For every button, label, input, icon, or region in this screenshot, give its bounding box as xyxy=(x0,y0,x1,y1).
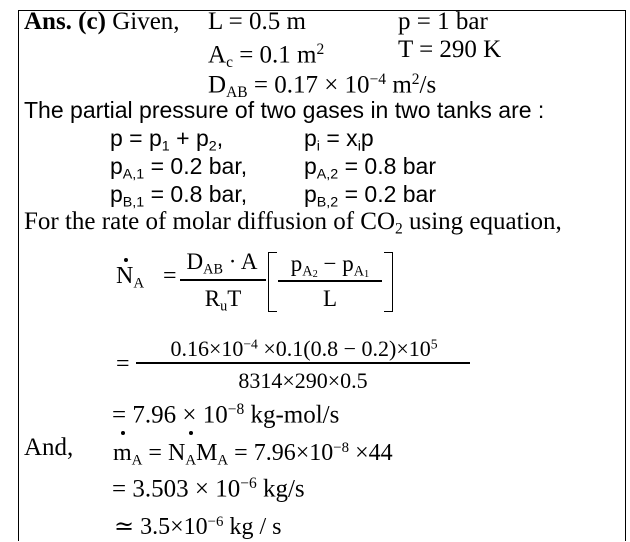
pressure-b1: $p_{B,1} = 0.8$ bar, xyxy=(110,181,248,211)
substitution-fraction-bar xyxy=(136,362,470,364)
pressure-a2: $p_{A,2} = 0.8$ bar xyxy=(304,153,437,183)
equation-fraction-denominator: $R_uT$ xyxy=(204,286,242,315)
equation-fraction-bar xyxy=(180,279,266,281)
answer-line-given-1 xyxy=(24,8,180,36)
inner-fraction-numerator: $p_{A2} - p_{A1}$ xyxy=(290,251,370,281)
given-temperature: T = 290 K xyxy=(398,36,502,63)
rate-intro: For the rate of molar diffusion of $CO_2$ using equation, xyxy=(24,208,562,238)
equation-equals: = xyxy=(163,263,177,289)
given-word: Given, xyxy=(112,8,180,35)
relation-mole-fraction: $p_i = x_ip$ xyxy=(304,125,374,155)
mass-flow-result: = $3.503 \times 10^{-6}$ kg/s xyxy=(112,475,305,503)
and-word: And, xyxy=(24,434,74,461)
answer-label: Ans. (c) xyxy=(24,8,106,35)
relation-sum: $p = p_1 + p_2$, xyxy=(110,125,224,155)
partial-pressure-intro: The partial pressure of two gases in two tanks are : xyxy=(24,97,545,123)
approx-symbol: ≃ xyxy=(114,514,135,541)
inner-fraction-denominator: L xyxy=(322,286,338,311)
approx-result: ≃ $3.5\times 10^{-6}$ kg / s xyxy=(114,514,282,541)
substitution-numerator: $0.16\times 10^{-4} \times 0.1(0.8 - 0.2)\times 10^5$ xyxy=(170,335,438,361)
given-pressure: p = 1 bar xyxy=(398,8,488,35)
pressure-b2: $p_{B,2} = 0.2$ bar xyxy=(304,181,437,211)
equation-lhs: $N_A$ xyxy=(116,263,145,292)
given-area: $A_c = 0.1$ $m^2$ xyxy=(208,41,325,72)
given-diffusivity: $D_{AB} = 0.17 \times 10^{-4}$ $m^2/s$ xyxy=(208,71,437,102)
molar-flux-result: = $7.96 \times 10^{-8}$ kg-mol/s xyxy=(112,401,340,429)
substitution-equals: = xyxy=(116,351,130,377)
equation-fraction-numerator: $D_{AB} \cdot A$ xyxy=(186,249,258,278)
substitution-denominator: 8314×290×0.5 xyxy=(238,368,368,393)
given-length: L = 0.5 m xyxy=(208,8,306,35)
right-bracket xyxy=(384,252,393,312)
inner-fraction-bar xyxy=(278,280,382,282)
mass-flow-equation: $m_A = N_AM_A = 7.96\times 10^{-8} \times 44$ xyxy=(113,440,393,469)
pressure-a1: $p_{A,1} = 0.2$ bar, xyxy=(110,153,248,183)
